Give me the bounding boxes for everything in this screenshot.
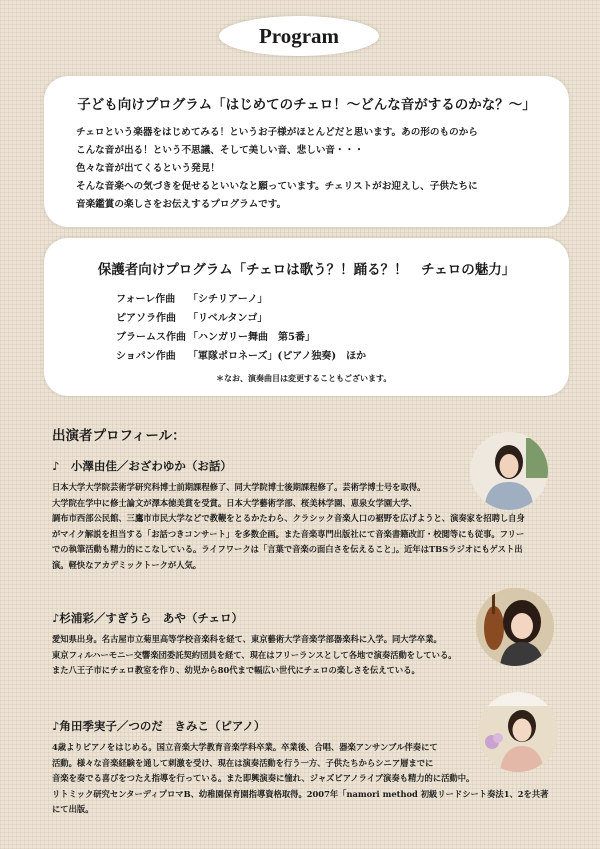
bio-line: がマイク解説を担当する「お話つきコンサート」を多数企画。また音楽専門出版社にて音楽書籍改訂・校閲等にも従事。フリー [52, 528, 525, 539]
piece-item [116, 328, 366, 347]
bio-line: 東京フィルハーモニー交響楽団委託契約団員を経て、現在はフリーランスとして各地で演奏活動をしている。 [52, 649, 457, 660]
performer-name: ♪杉浦彩／すぎうら あや（チェロ） [52, 611, 243, 625]
description-line: 音楽鑑賞の楽しさをお伝えするプログラムです。 [76, 199, 287, 210]
description-line: 色々な音が出てくるという発見！ [76, 163, 220, 174]
composer: ショパン作曲 [116, 351, 176, 362]
performer-bio [52, 740, 557, 818]
bio-line: 活動。様々な音楽経験を通して刺激を受け、現在は演奏活動を行う一方、子供たちからシニア層までに [52, 757, 434, 768]
performer-name: ♪角田季実子／つのだ きみこ（ピアノ） [52, 719, 266, 733]
bio-line: 4歳よりピアノをはじめる。国立音楽大学教育音楽学科卒業。卒業後、合唱、器楽アンサンブル伴奏にて [52, 742, 438, 752]
description-line: チェロという楽器をはじめてみる！というお子様がほとんどだと思います。あの形のものから [76, 127, 478, 138]
bio-line: 大学院在学中に修士論文が澤本徳美賞を受賞。日本大学藝術学部、桜美林学園、恵泉女学園大学、 [52, 497, 418, 508]
description-line: そんな音楽への気づきを促せるといいなと願っています。チェリストがお迎えし、子供たちに [76, 181, 478, 192]
profiles-heading: 出演者プロフィール： [52, 428, 186, 444]
piece-item [116, 347, 366, 366]
portrait-ozawa [470, 432, 548, 510]
bio-line: また八王子市にチェロ教室を作り、幼児から80代まで幅広い世代にチェロの楽しさを伝えている。 [52, 665, 420, 675]
bio-line: 日本大学大学院芸術学研究科博士前期課程修了、同大学院博士後期課程修了。芸術学博士号を取得。 [52, 482, 426, 492]
parent-program-title: 保護者向けプログラム「チェロは歌う？！踊る？！ チェロの魅力」 [97, 262, 516, 278]
piece-item [116, 309, 366, 328]
parent-program-card [44, 238, 569, 396]
piece-title: 「ハンガリー舞曲 第5番」 [188, 332, 315, 343]
program-change-note: ＊なお、演奏曲目は変更することもございます。 [216, 373, 392, 383]
piece-title: 「シチリアーノ」 [188, 294, 268, 305]
bio-line: での執筆活動も精力的にこなしている。ライフワークは「言葉で音楽の面白さを伝えること」。近年はTBSラジオにもゲスト出 [52, 544, 523, 554]
kids-program-card [44, 76, 569, 227]
piece-title: 「軍隊ポロネーズ」(ピアノ独奏) ほか [188, 351, 367, 362]
bio-line: 調布市西部公民館、三鷹市市民大学などで教鞭をとるかたわら、クラシック音楽人口の裾野を広げようと、演奏家を招聘し自身 [52, 513, 525, 523]
bio-line: 演。軽快なアカデミックトークが人気。 [52, 559, 202, 570]
performer-name: ♪ 小澤由佳／おざわゆか（お話） [52, 459, 232, 473]
piece-list [116, 290, 366, 366]
portrait-tsunoda [478, 692, 558, 772]
page-title: Program [219, 16, 379, 56]
bio-line: 愛知県出身。名古屋市立菊里高等学校音楽科を経て、東京藝術大学音楽学部器楽科に入学。同大学卒業。 [52, 634, 442, 644]
composer: ピアソラ作曲 [116, 313, 176, 324]
description-line: こんな音が出る！という不思議、そして美しい音、悲しい音・・・ [76, 145, 364, 156]
bio-line: にて出版。 [52, 804, 94, 814]
kids-program-title: 子ども向けプログラム「はじめてのチェロ！～どんな音がするのかな？～」 [77, 97, 536, 113]
bio-line: 音楽を奏でる喜びをつたえ指導を行っている。また即興演奏に憧れ、ジャズピアノライブ演奏も精力的に活動中。 [52, 773, 475, 783]
portrait-sugiura [476, 588, 554, 666]
kids-program-description [76, 124, 546, 214]
composer: フォーレ作曲 [116, 294, 176, 305]
piece-title: 「リベルタンゴ」 [188, 313, 268, 324]
composer: ブラームス作曲 [116, 332, 186, 343]
bio-line: リトミック研究センターディプロマB、幼稚園保育園指導資格取得。2007年「namori method 初級リードシート奏法1、2を共著 [52, 788, 549, 799]
piece-item [116, 290, 366, 309]
